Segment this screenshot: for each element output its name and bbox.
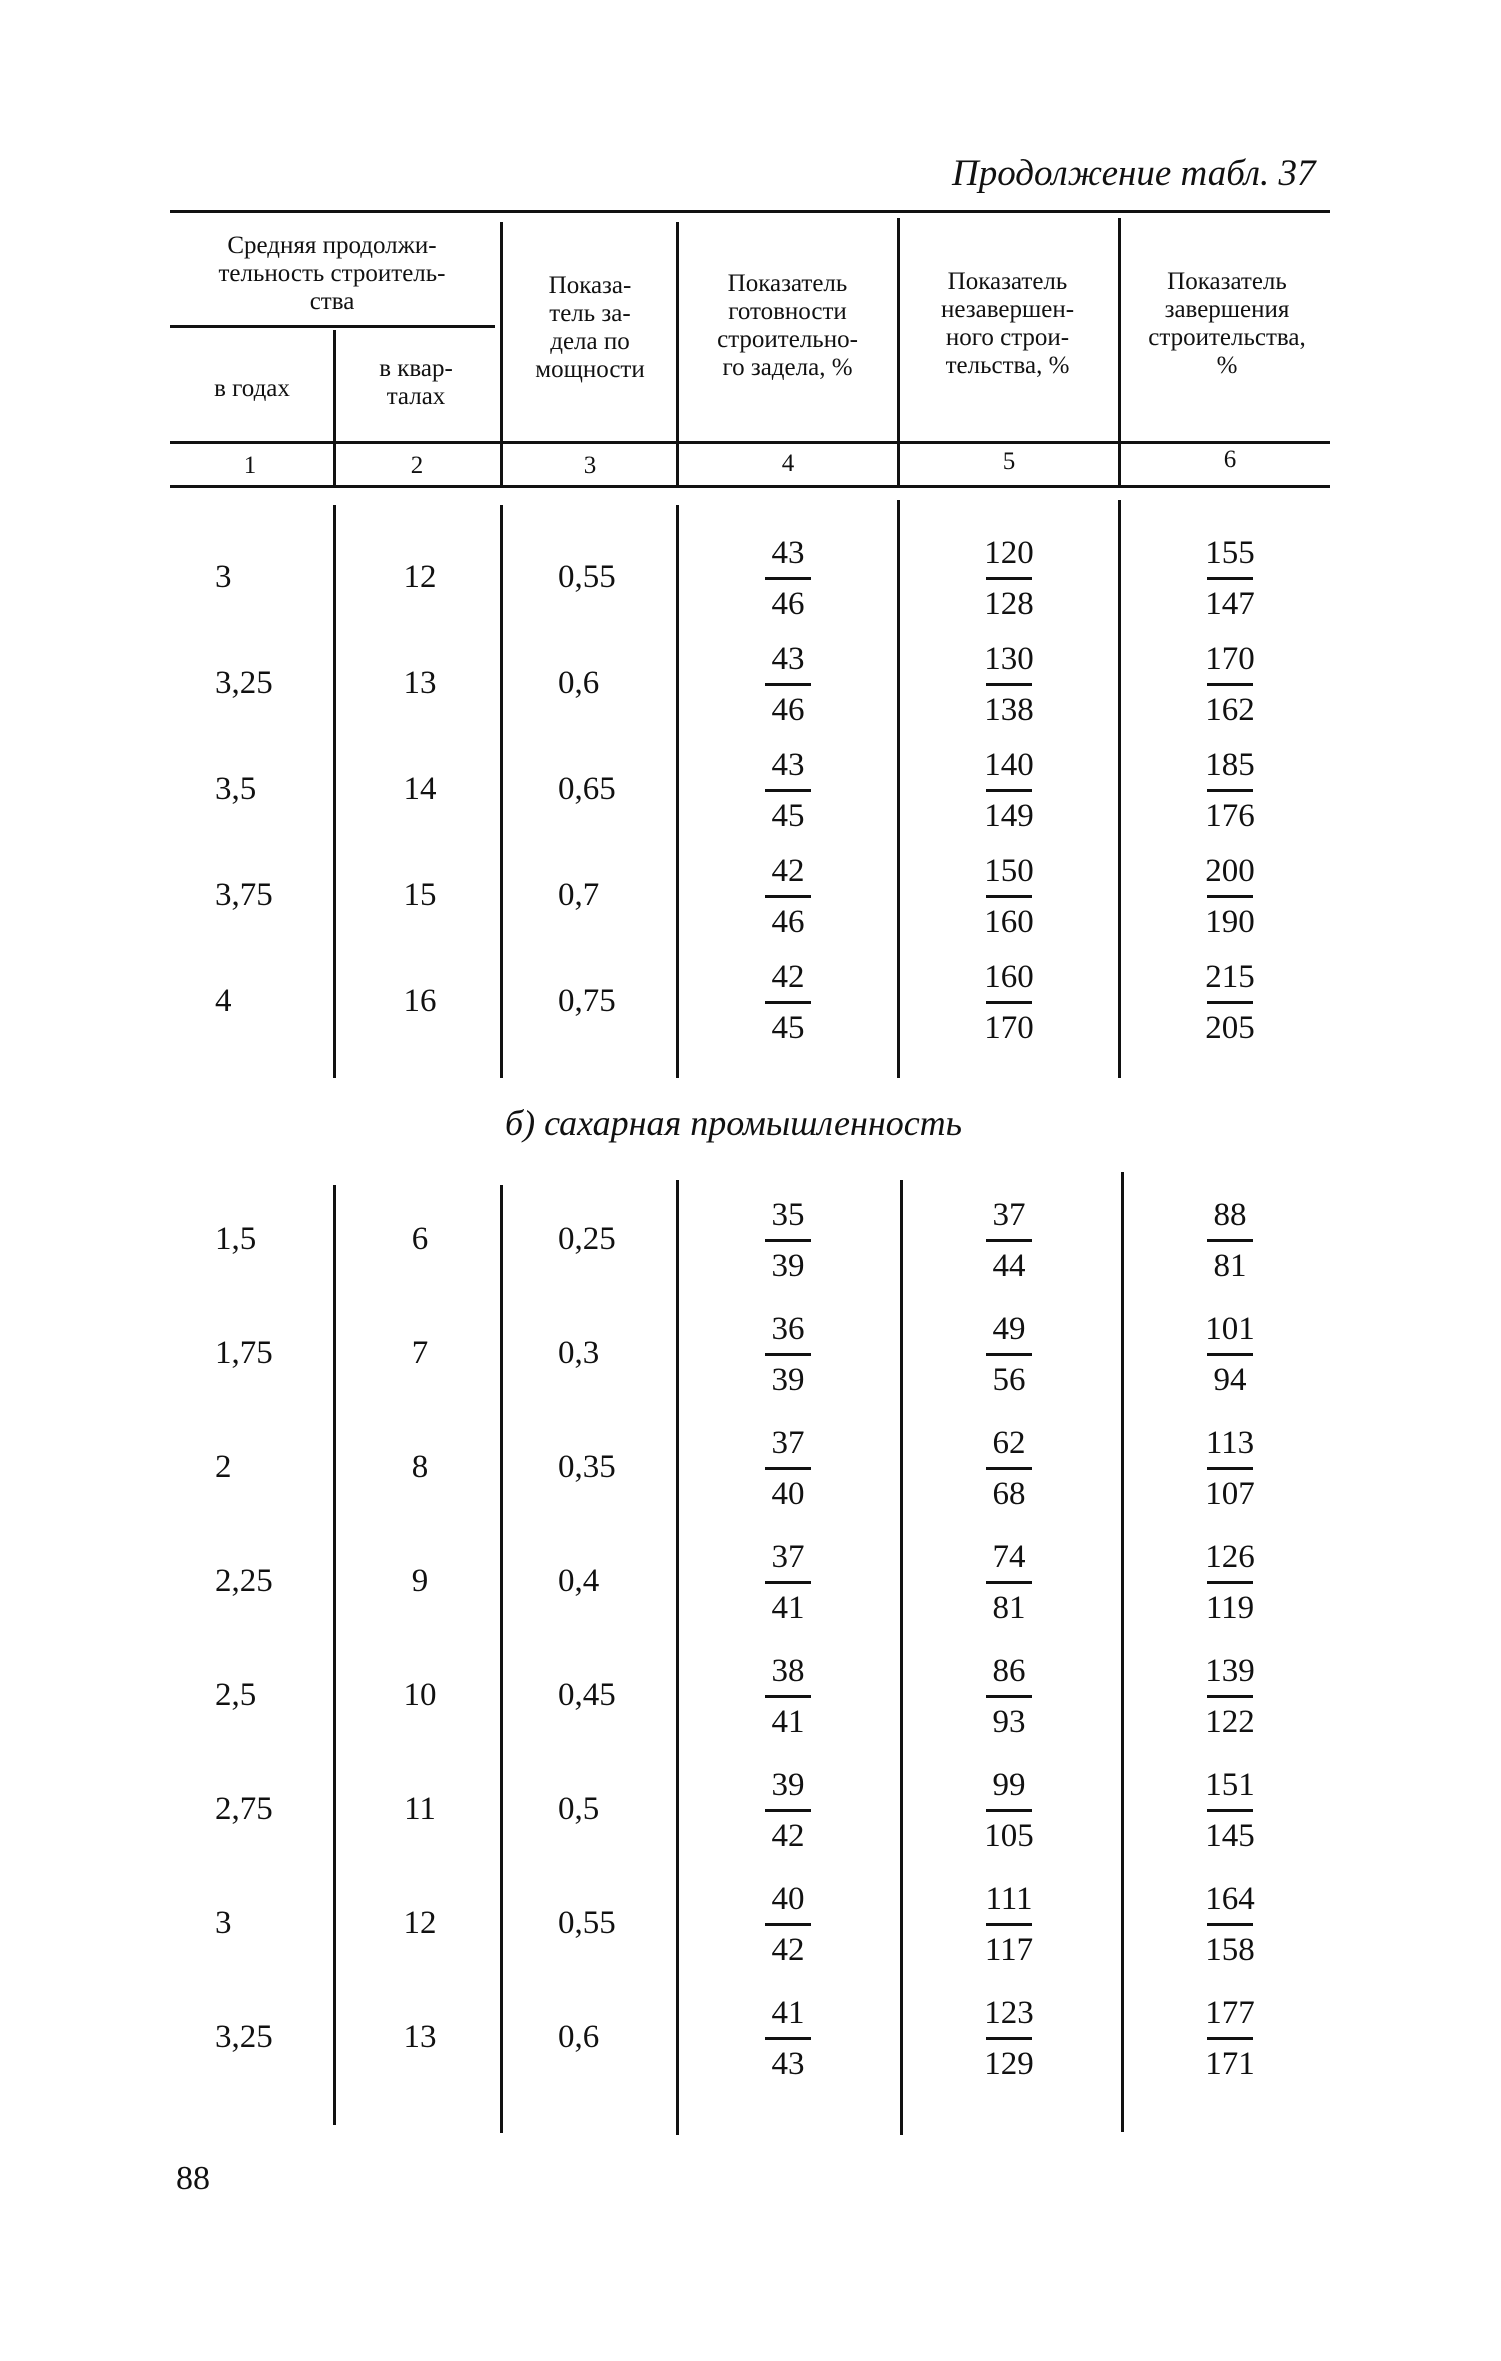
- zadel-cell: 0,7: [558, 876, 600, 913]
- numerator: 39: [771, 1767, 805, 1803]
- nezav-fraction: [964, 1983, 1054, 2091]
- fraction-bar: [986, 895, 1032, 898]
- section-title: б) сахарная промышленность: [505, 1103, 963, 1143]
- quarters-cell: 13: [403, 664, 437, 701]
- zadel-cell: 0,6: [558, 2018, 600, 2055]
- fraction-bar: [765, 1467, 811, 1470]
- quarters-cell: 9: [411, 1562, 429, 1599]
- numerator: 37: [771, 1539, 805, 1575]
- numerator: 49: [992, 1311, 1026, 1347]
- fraction-bar: [765, 1809, 811, 1812]
- fraction-bar: [986, 577, 1032, 580]
- gotovnost-fraction: [743, 1299, 833, 1407]
- zaversh-fraction: [1185, 523, 1275, 631]
- quarters-cell: 14: [403, 770, 437, 807]
- zadel-cell: 0,65: [558, 770, 616, 807]
- numerator: 43: [771, 535, 805, 571]
- denominator: 44: [992, 1248, 1026, 1284]
- fraction-bar: [765, 577, 811, 580]
- denominator: 93: [992, 1704, 1026, 1740]
- denominator: 128: [984, 586, 1034, 622]
- numerator: 140: [984, 747, 1034, 783]
- nezav-fraction: [964, 1641, 1054, 1749]
- numerator: 99: [992, 1767, 1026, 1803]
- denominator: 81: [992, 1590, 1026, 1626]
- fraction-bar: [986, 1695, 1032, 1698]
- denominator: 56: [992, 1362, 1026, 1398]
- column-number: 1: [243, 452, 257, 479]
- fraction-bar: [1207, 1695, 1253, 1698]
- numerator: 113: [1205, 1425, 1255, 1461]
- years-cell: 3,25: [215, 2018, 273, 2055]
- fraction-bar: [765, 2037, 811, 2040]
- zaversh-fraction: [1185, 1413, 1275, 1521]
- years-cell: 3,75: [215, 876, 273, 913]
- gotovnost-fraction: [743, 1185, 833, 1293]
- denominator: 147: [1205, 586, 1255, 622]
- numerator: 120: [984, 535, 1034, 571]
- header-duration-group: Средняя продолжи- тельность строитель- ства: [218, 232, 446, 315]
- table-row: [0, 1755, 1501, 1863]
- numerator: 151: [1205, 1767, 1255, 1803]
- numerator: 86: [992, 1653, 1026, 1689]
- denominator: 176: [1205, 798, 1255, 834]
- years-cell: 3,5: [215, 770, 257, 807]
- quarters-cell: 12: [403, 1904, 437, 1941]
- numerator: 126: [1205, 1539, 1255, 1575]
- header-group-rule: [170, 325, 495, 328]
- fraction-bar: [765, 1239, 811, 1242]
- denominator: 81: [1213, 1248, 1247, 1284]
- numerator: 185: [1205, 747, 1255, 783]
- years-cell: 3,25: [215, 664, 273, 701]
- fraction-bar: [1207, 577, 1253, 580]
- gotovnost-fraction: [743, 735, 833, 843]
- zaversh-fraction: [1185, 1869, 1275, 1977]
- gotovnost-fraction: [743, 1527, 833, 1635]
- table-row: [0, 1983, 1501, 2091]
- fraction-bar: [1207, 789, 1253, 792]
- quarters-cell: 16: [403, 982, 437, 1019]
- numerator: 88: [1213, 1197, 1247, 1233]
- numerator: 164: [1205, 1881, 1255, 1917]
- zadel-cell: 0,3: [558, 1334, 600, 1371]
- denominator: 41: [771, 1590, 805, 1626]
- denominator: 46: [771, 586, 805, 622]
- fraction-bar: [1207, 1581, 1253, 1584]
- numerator: 200: [1205, 853, 1255, 889]
- fraction-bar: [986, 2037, 1032, 2040]
- zaversh-fraction: [1185, 1527, 1275, 1635]
- numerator: 37: [992, 1197, 1026, 1233]
- zadel-cell: 0,55: [558, 1904, 616, 1941]
- fraction-bar: [986, 1353, 1032, 1356]
- denominator: 43: [771, 2046, 805, 2082]
- denominator: 46: [771, 904, 805, 940]
- numerator: 38: [771, 1653, 805, 1689]
- fraction-bar: [986, 683, 1032, 686]
- numerator: 170: [1205, 641, 1255, 677]
- zaversh-fraction: [1185, 1185, 1275, 1293]
- zadel-cell: 0,25: [558, 1220, 616, 1257]
- nezav-fraction: [964, 1527, 1054, 1635]
- column-number: 4: [781, 450, 795, 477]
- numerator: 160: [984, 959, 1034, 995]
- nezav-fraction: [964, 1755, 1054, 1863]
- years-cell: 1,75: [215, 1334, 273, 1371]
- denominator: 190: [1205, 904, 1255, 940]
- gotovnost-fraction: [743, 523, 833, 631]
- years-cell: 2,25: [215, 1562, 273, 1599]
- header-years: в годах: [214, 375, 290, 402]
- fraction-bar: [1207, 1923, 1253, 1926]
- denominator: 129: [984, 2046, 1034, 2082]
- fraction-bar: [1207, 1001, 1253, 1004]
- fraction-bar: [765, 1695, 811, 1698]
- denominator: 171: [1205, 2046, 1255, 2082]
- table-row: [0, 1185, 1501, 1293]
- table-row: [0, 1527, 1501, 1635]
- fraction-bar: [986, 1239, 1032, 1242]
- column-number: 3: [583, 452, 597, 479]
- nezav-fraction: [964, 629, 1054, 737]
- numerator: 43: [771, 747, 805, 783]
- nezav-fraction: [964, 735, 1054, 843]
- fraction-bar: [1207, 895, 1253, 898]
- denominator: 39: [771, 1362, 805, 1398]
- numerator: 37: [771, 1425, 805, 1461]
- denominator: 162: [1205, 692, 1255, 728]
- numerator: 177: [1205, 1995, 1255, 2031]
- gotovnost-fraction: [743, 1755, 833, 1863]
- gotovnost-fraction: [743, 1413, 833, 1521]
- fraction-bar: [1207, 1809, 1253, 1812]
- header-nezavershennoe: Показатель незавершен- ного строи- тельства, %: [940, 268, 1075, 379]
- quarters-cell: 11: [404, 1790, 436, 1827]
- quarters-cell: 15: [403, 876, 437, 913]
- header-vrule-2: [500, 222, 503, 486]
- page-number: 88: [176, 2160, 210, 2197]
- fraction-bar: [1207, 683, 1253, 686]
- denominator: 149: [984, 798, 1034, 834]
- gotovnost-fraction: [743, 1869, 833, 1977]
- zadel-cell: 0,75: [558, 982, 616, 1019]
- denominator: 119: [1205, 1590, 1255, 1626]
- header-quarters: в квар- талах: [379, 355, 453, 410]
- quarters-cell: 8: [411, 1448, 429, 1485]
- denominator: 160: [984, 904, 1034, 940]
- numerator: 139: [1205, 1653, 1255, 1689]
- denominator: 105: [984, 1818, 1034, 1854]
- numerator: 123: [984, 1995, 1034, 2031]
- fraction-bar: [1207, 2037, 1253, 2040]
- years-cell: 2: [215, 1448, 232, 1485]
- fraction-bar: [765, 789, 811, 792]
- header-vrule-3: [676, 222, 679, 486]
- colnum-bottom-rule: [170, 485, 1330, 488]
- fraction-bar: [765, 1001, 811, 1004]
- nezav-fraction: [964, 1185, 1054, 1293]
- nezav-fraction: [964, 1869, 1054, 1977]
- numerator: 41: [771, 1995, 805, 2031]
- numerator: 101: [1205, 1311, 1255, 1347]
- table-row: [0, 1299, 1501, 1407]
- table-row: [0, 1869, 1501, 1977]
- column-number: 6: [1223, 446, 1237, 473]
- column-number: 2: [410, 452, 424, 479]
- table-row: [0, 1641, 1501, 1749]
- zadel-cell: 0,45: [558, 1676, 616, 1713]
- denominator: 122: [1205, 1704, 1255, 1740]
- numerator: 36: [771, 1311, 805, 1347]
- quarters-cell: 13: [403, 2018, 437, 2055]
- quarters-cell: 12: [403, 558, 437, 595]
- denominator: 145: [1205, 1818, 1255, 1854]
- denominator: 45: [771, 1010, 805, 1046]
- gotovnost-fraction: [743, 629, 833, 737]
- fraction-bar: [765, 1923, 811, 1926]
- table-row: [0, 629, 1501, 737]
- denominator: 158: [1205, 1932, 1255, 1968]
- nezav-fraction: [964, 841, 1054, 949]
- quarters-cell: 7: [411, 1334, 429, 1371]
- denominator: 138: [984, 692, 1034, 728]
- numerator: 43: [771, 641, 805, 677]
- fraction-bar: [986, 789, 1032, 792]
- column-number: 5: [1002, 448, 1016, 475]
- table-caption: Продолжение табл. 37: [952, 153, 1316, 194]
- denominator: 41: [771, 1704, 805, 1740]
- numerator: 35: [771, 1197, 805, 1233]
- zaversh-fraction: [1185, 947, 1275, 1055]
- table-row: [0, 523, 1501, 631]
- fraction-bar: [986, 1467, 1032, 1470]
- table-row: [0, 1413, 1501, 1521]
- fraction-bar: [1207, 1353, 1253, 1356]
- table-row: [0, 841, 1501, 949]
- zaversh-fraction: [1185, 1299, 1275, 1407]
- fraction-bar: [1207, 1239, 1253, 1242]
- fraction-bar: [986, 1581, 1032, 1584]
- zadel-cell: 0,6: [558, 664, 600, 701]
- zaversh-fraction: [1185, 629, 1275, 737]
- zaversh-fraction: [1185, 1641, 1275, 1749]
- years-cell: 4: [215, 982, 232, 1019]
- gotovnost-fraction: [743, 947, 833, 1055]
- numerator: 42: [771, 853, 805, 889]
- header-zadel: Показа- тель за- дела по мощности: [535, 272, 645, 383]
- header-top-rule: [170, 210, 1330, 213]
- denominator: 170: [984, 1010, 1034, 1046]
- numerator: 42: [771, 959, 805, 995]
- fraction-bar: [986, 1001, 1032, 1004]
- zaversh-fraction: [1185, 1983, 1275, 2091]
- zadel-cell: 0,55: [558, 558, 616, 595]
- denominator: 42: [771, 1818, 805, 1854]
- nezav-fraction: [964, 1299, 1054, 1407]
- header-gotovnost: Показатель готовности строительно- го задела, %: [717, 270, 858, 381]
- gotovnost-fraction: [743, 1641, 833, 1749]
- denominator: 42: [771, 1932, 805, 1968]
- denominator: 46: [771, 692, 805, 728]
- quarters-cell: 6: [411, 1220, 429, 1257]
- header-bottom-rule: [170, 441, 1330, 444]
- denominator: 205: [1205, 1010, 1255, 1046]
- numerator: 150: [984, 853, 1034, 889]
- fraction-bar: [765, 895, 811, 898]
- nezav-fraction: [964, 523, 1054, 631]
- zaversh-fraction: [1185, 1755, 1275, 1863]
- numerator: 40: [771, 1881, 805, 1917]
- denominator: 39: [771, 1248, 805, 1284]
- nezav-fraction: [964, 1413, 1054, 1521]
- table-row: [0, 735, 1501, 843]
- years-cell: 3: [215, 558, 232, 595]
- numerator: 130: [984, 641, 1034, 677]
- numerator: 62: [992, 1425, 1026, 1461]
- fraction-bar: [765, 683, 811, 686]
- years-cell: 1,5: [215, 1220, 257, 1257]
- zaversh-fraction: [1185, 735, 1275, 843]
- header-zavershenie: Показатель завершения строительства, %: [1148, 268, 1306, 379]
- fraction-bar: [765, 1353, 811, 1356]
- denominator: 45: [771, 798, 805, 834]
- numerator: 74: [992, 1539, 1026, 1575]
- zadel-cell: 0,35: [558, 1448, 616, 1485]
- fraction-bar: [986, 1809, 1032, 1812]
- numerator: 111: [985, 1881, 1033, 1917]
- denominator: 40: [771, 1476, 805, 1512]
- zadel-cell: 0,5: [558, 1790, 600, 1827]
- denominator: 117: [984, 1932, 1034, 1968]
- quarters-cell: 10: [403, 1676, 437, 1713]
- zadel-cell: 0,4: [558, 1562, 600, 1599]
- gotovnost-fraction: [743, 841, 833, 949]
- gotovnost-fraction: [743, 1983, 833, 2091]
- numerator: 155: [1205, 535, 1255, 571]
- years-cell: 2,5: [215, 1676, 257, 1713]
- nezav-fraction: [964, 947, 1054, 1055]
- years-cell: 2,75: [215, 1790, 273, 1827]
- zaversh-fraction: [1185, 841, 1275, 949]
- denominator: 107: [1205, 1476, 1255, 1512]
- fraction-bar: [765, 1581, 811, 1584]
- denominator: 94: [1213, 1362, 1247, 1398]
- fraction-bar: [1207, 1467, 1253, 1470]
- denominator: 68: [992, 1476, 1026, 1512]
- fraction-bar: [986, 1923, 1032, 1926]
- numerator: 215: [1205, 959, 1255, 995]
- table-row: [0, 947, 1501, 1055]
- years-cell: 3: [215, 1904, 232, 1941]
